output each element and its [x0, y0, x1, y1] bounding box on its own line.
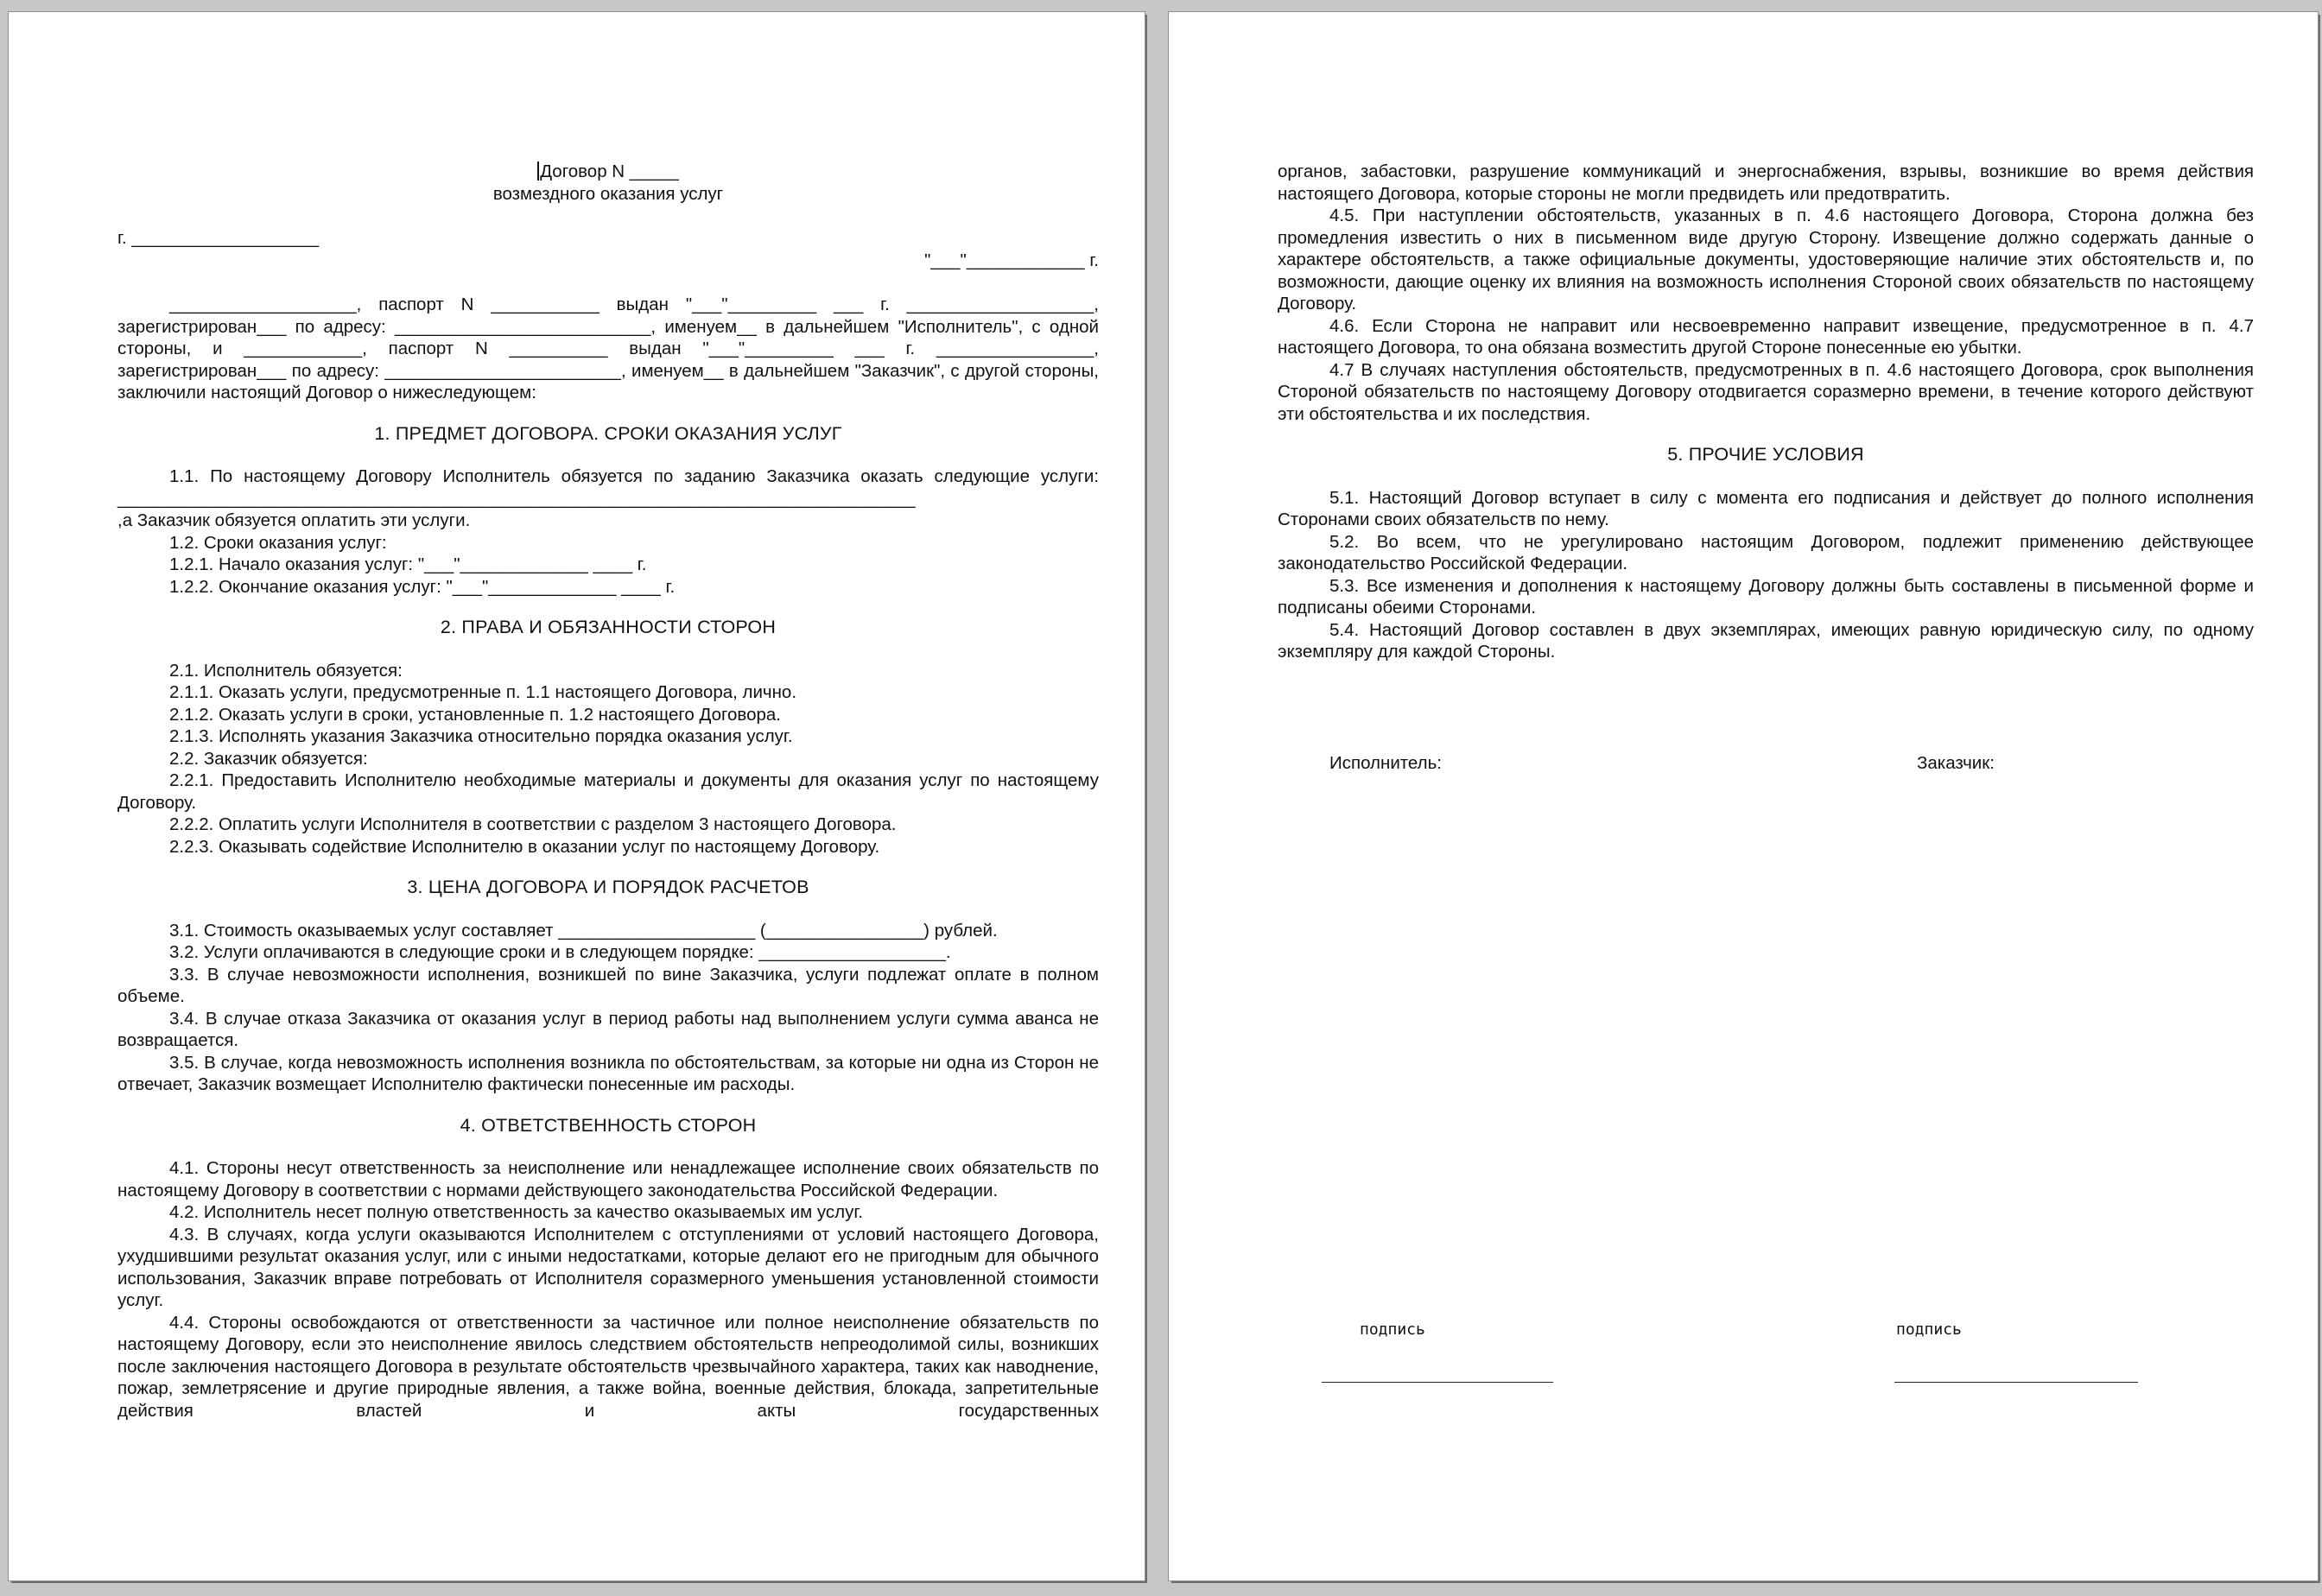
- section-3-title: 3. ЦЕНА ДОГОВОРА И ПОРЯДОК РАСЧЕТОВ: [407, 877, 809, 897]
- clause-4-3: 4.3. В случаях, когда услуги оказываются Исполнителем с отступлениями от условий настоящего Договора, ухудшившими результат оказания услуг, или с иными недостатками, которые делают его не пригодным для обычного использования, Заказчик вправе потребовать от Исполнителя соразмерного уменьшения установленной стоимости услуг.: [117, 1224, 1099, 1310]
- clause-5-2: 5.2. Во всем, что не урегулировано настоящим Договором, подлежит применению действующее законодательство Российской Федерации.: [1278, 531, 2254, 573]
- clause-3-1: 3.1. Стоимость оказываемых услуг составляет ____________________ (________________) рублей.: [169, 920, 998, 940]
- clause-2-2-2: 2.2.2. Оплатить услуги Исполнителя в соответствии с разделом 3 настоящего Договора.: [169, 814, 897, 834]
- signature-line-executor: [1322, 1382, 1553, 1383]
- clause-3-2: 3.2. Услуги оплачиваются в следующие сроки и в следующем порядке: ___________________.: [169, 942, 951, 962]
- clause-2-1-3: 2.1.3. Исполнять указания Заказчика относительно порядка оказания услуг.: [169, 726, 793, 746]
- page-1: [9, 12, 1145, 1580]
- preamble: ___________________, паспорт N ___________ выдан "___"_________ ___ г. ___________________, зарегистрирован___ по адресу: __________________________, именуем__ в дальнейшем "Исполнитель", с одной стороны, и ____________, паспорт N __________ выдан "___"_________ ___ г. ________________, зарегистрирован___ по адресу: ________________________, именуем__ в дальнейшем "Заказчик", с другой стороны, заключили настоящий Договор о нижеследующем:: [117, 294, 1099, 402]
- signature-label-executor: подпись: [1360, 1320, 1425, 1339]
- clause-2-1: 2.1. Исполнитель обязуется:: [169, 660, 403, 681]
- clause-2-2-3: 2.2.3. Оказывать содействие Исполнителю в оказании услуг по настоящему Договору.: [169, 836, 880, 857]
- signature-label-customer: подпись: [1896, 1320, 1962, 1339]
- executor-label: Исполнитель:: [1329, 753, 1442, 773]
- clause-5-3: 5.3. Все изменения и дополнения к настоящему Договору должны быть составлены в письменной форме и подписаны обеими Сторонами.: [1278, 575, 2254, 618]
- clause-4-5: 4.5. При наступлении обстоятельств, указанных в п. 4.6 настоящего Договора, Сторона должна без промедления известить о них в письменном виде другую Сторону. Извещение должно содержать данные о характере обстоятельств, а также официальные документы, удостоверяющие наличие этих обстоятельств и, по возможности, дающие оценку их влияния на возможность исполнения Стороной своих обязательств по настоящему Договору.: [1278, 206, 2254, 314]
- signature-line-customer: [1894, 1382, 2138, 1383]
- clause-5-4: 5.4. Настоящий Договор составлен в двух экземплярах, имеющих равную юридическую силу, по одному экземпляру для каждой Стороны.: [1278, 619, 2254, 662]
- clause-3-5: 3.5. В случае, когда невозможность исполнения возникла по обстоятельствам, за которые ни одна из Сторон не отвечает, Заказчик возмещает Исполнителю фактически понесенные им расходы.: [117, 1052, 1099, 1094]
- page-2: [1169, 12, 2318, 1580]
- clause-1-2-1: 1.2.1. Начало оказания услуг: "___"_____________ ____ г.: [169, 554, 647, 574]
- date-line: "___"____________ г.: [924, 250, 1099, 270]
- city-line: г. ___________________: [117, 228, 319, 248]
- section-4-title: 4. ОТВЕТСТВЕННОСТЬ СТОРОН: [460, 1114, 757, 1136]
- page-2-body: [1278, 161, 2254, 663]
- customer-label: Заказчик:: [1917, 753, 1995, 773]
- clause-4-6: 4.6. Если Сторона не направит или несвоевременно направит извещение, предусмотренное в п. 4.7 настоящего Договора, то она обязана возместить другой Стороне понесенные ею убытки.: [1278, 315, 2254, 358]
- contract-subtitle: возмездного оказания услуг: [492, 183, 724, 204]
- clause-2-1-2: 2.1.2. Оказать услуги в сроки, установленные п. 1.2 настоящего Договора.: [169, 704, 781, 725]
- clause-3-4: 3.4. В случае отказа Заказчика от оказания услуг в период работы над выполнением услуги сумма аванса не возвращается.: [117, 1008, 1099, 1050]
- clause-2-2-1: 2.2.1. Предоставить Исполнителю необходимые материалы и документы для оказания услуг по настоящему Договору.: [117, 770, 1099, 813]
- clause-1-2: 1.2. Сроки оказания услуг:: [169, 532, 387, 553]
- clause-4-2: 4.2. Исполнитель несет полную ответственность за качество оказываемых им услуг.: [169, 1202, 864, 1222]
- clause-3-3: 3.3. В случае невозможности исполнения, возникшей по вине Заказчика, услуги подлежат оплате в полном объеме.: [117, 964, 1099, 1006]
- clause-1-2-2: 1.2.2. Окончание оказания услуг: "___"_____________ ____ г.: [169, 576, 676, 597]
- clause-4-1: 4.1. Стороны несут ответственность за неисполнение или ненадлежащее исполнение своих обязательств по настоящему Договору в соответствии с нормами действующего законодательства Российской Федерации.: [117, 1158, 1099, 1200]
- clause-2-2: 2.2. Заказчик обязуется:: [169, 748, 368, 769]
- clause-1-1-cont: ,а Заказчик обязуется оплатить эти услуги.: [117, 510, 471, 530]
- section-5-title: 5. ПРОЧИЕ УСЛОВИЯ: [1667, 444, 1864, 465]
- section-1-title: 1. ПРЕДМЕТ ДОГОВОРА. СРОКИ ОКАЗАНИЯ УСЛУГ: [374, 422, 842, 444]
- clause-5-1: 5.1. Настоящий Договор вступает в силу с момента его подписания и действует до полного исполнения Сторонами своих обязательств по нему.: [1278, 487, 2254, 529]
- section-2-title: 2. ПРАВА И ОБЯЗАННОСТИ СТОРОН: [440, 617, 777, 637]
- clause-4-4-cont: органов, забастовки, разрушение коммуникаций и энергоснабжения, взрывы, возникшие во время действия настоящего Договора, которые стороны не могли предвидеть или предотвратить.: [1278, 162, 2254, 204]
- page-1-body: [117, 161, 1099, 1422]
- clause-2-1-1: 2.1.1. Оказать услуги, предусмотренные п. 1.1 настоящего Договора, лично.: [169, 682, 797, 702]
- contract-title[interactable]: Договор N _____: [117, 161, 1099, 183]
- clause-4-4: 4.4. Стороны освобождаются от ответственности за частичное или полное неисполнение обязательств по настоящему Договору, если это неисполнение явилось следствием обстоятельств непреодолимой силы, возникших после заключения настоящего Договора в результате обстоятельств чрезвычайного характера, таких как наводнение, пожар, землетрясение и другие природные явления, а также война, военные действия, блокада, запретительные действия властей и акты государственных: [117, 1312, 1099, 1421]
- clause-4-7: 4.7 В случаях наступления обстоятельств, предусмотренных в п. 4.6 настоящего Договора, срок выполнения Стороной обязательств по настоящему Договору отодвигается соразмерно времени, в течение которого действуют эти обстоятельства и их последствия.: [1278, 359, 2254, 424]
- clause-1-1: 1.1. По настоящему Договору Исполнитель обязуется по заданию Заказчика оказать следующие услуги: _________________________________________________________________________________: [117, 466, 1099, 509]
- text-cursor: [537, 162, 539, 180]
